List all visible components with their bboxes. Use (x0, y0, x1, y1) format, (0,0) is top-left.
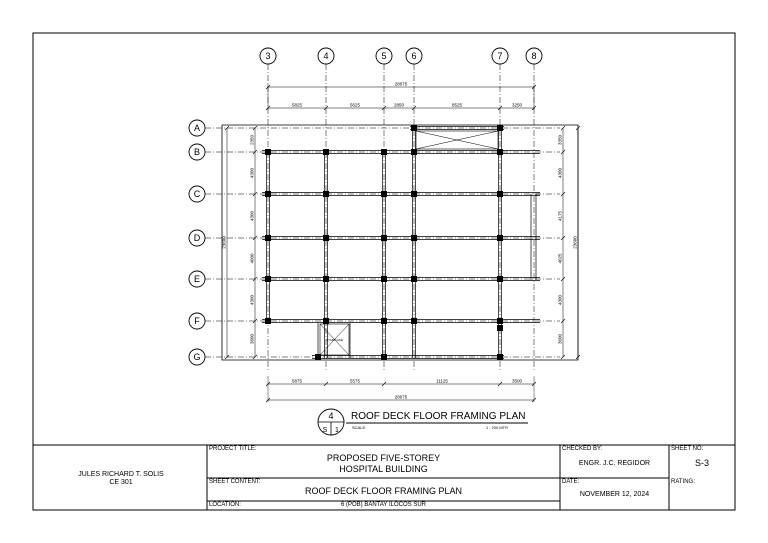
dimension-text: 3500 (511, 378, 523, 384)
column (265, 149, 271, 155)
column (411, 318, 417, 324)
grid-row-label: F (194, 316, 200, 326)
dimension-text: 3250 (511, 102, 523, 108)
dimension-text: 8525 (451, 102, 463, 108)
dimension-text: 3600 (557, 333, 563, 345)
column (497, 191, 503, 197)
dimension-text: 5575 (349, 378, 361, 384)
dimension-overall-text: 28075 (394, 394, 408, 400)
grid-row-label: E (193, 274, 201, 284)
column (411, 276, 417, 282)
dimension-text: 2350 (249, 134, 255, 146)
grid-row-label: G (193, 352, 201, 362)
column (381, 354, 387, 360)
sheet-no-label: SHEET NO: (671, 446, 704, 452)
drawing-title: ROOF DECK FLOOR FRAMING PLAN (351, 411, 526, 422)
column (497, 149, 503, 155)
grid-column-label: 8 (531, 51, 537, 61)
dimension-text: 2850 (393, 102, 405, 108)
date-label: DATE: (562, 479, 580, 485)
drawing-title-block (318, 409, 528, 435)
sheet-no-value: S-3 (694, 458, 709, 468)
column (411, 149, 417, 155)
column (265, 191, 271, 197)
dimension-text: 4000 (249, 253, 255, 264)
sheet-content: ROOF DECK FLOOR FRAMING PLAN (304, 486, 463, 496)
project-title-line1: PROPOSED FIVE-STOREY (326, 453, 441, 463)
column (323, 235, 329, 241)
location-label: LOCATION: (209, 502, 241, 508)
location-value: 6 (POB) BANTAY ILOCOS SUR (340, 502, 427, 508)
grid-row-label: A (193, 123, 201, 133)
dimension-text: 5875 (291, 378, 303, 384)
sheet-content-label: SHEET CONTENT: (209, 479, 261, 485)
checked-by-value: ENGR. J.C. REGIDOR (578, 460, 651, 467)
dimension-text: 4300 (249, 167, 255, 179)
column (497, 354, 503, 360)
project-title-line2: HOSPITAL BUILDING (339, 464, 428, 474)
dimension-text: 4300 (557, 294, 563, 306)
grid-column-label: 7 (497, 51, 503, 61)
column (497, 125, 503, 131)
grid-column-label: 4 (323, 51, 329, 61)
column (497, 276, 503, 282)
framing-plan (189, 48, 580, 402)
dimension-overall-text: 23600 (572, 236, 578, 249)
designer-name: JULES RICHARD T. SOLIS (78, 471, 164, 478)
detail-sheet-ref-number: 1 (335, 427, 339, 434)
grid-column-label: 3 (265, 51, 271, 61)
slab-outline (222, 125, 578, 360)
column (315, 354, 321, 360)
column (323, 276, 329, 282)
grid-column-label: 6 (411, 51, 417, 61)
column (497, 325, 503, 331)
column (497, 235, 503, 241)
column (265, 318, 271, 324)
designer-course: CE 301 (109, 479, 133, 486)
column (381, 191, 387, 197)
grid-column-label: 5 (381, 51, 387, 61)
column (411, 191, 417, 197)
stair-label: STAIRCASE (326, 338, 343, 342)
dimension-text: 5825 (291, 102, 303, 108)
grid-row-label: D (193, 233, 201, 243)
dimension-text: 4175 (557, 210, 563, 222)
column (411, 235, 417, 241)
column (411, 125, 417, 131)
dimension-overall-text: 23600 (221, 236, 227, 249)
column (381, 235, 387, 241)
sheet-border (33, 33, 735, 510)
dimension-text: 3600 (249, 333, 255, 345)
dimension-text: 4300 (557, 167, 563, 179)
column (323, 318, 329, 324)
dimension-text: 5625 (349, 102, 361, 108)
dimension-text: 4025 (557, 253, 563, 264)
detail-number: 4 (328, 411, 334, 421)
dimension-text: 3350 (557, 134, 563, 146)
column (381, 318, 387, 324)
column (323, 149, 329, 155)
rating-label: RATING: (671, 479, 695, 485)
grid-row-label: B (193, 147, 201, 157)
dimension-overall-text: 28075 (394, 81, 408, 87)
scale-value: 1 : 200 MTR (486, 425, 509, 430)
dimension-text: 4300 (249, 294, 255, 306)
grid-row-label: C (193, 189, 201, 199)
column (381, 276, 387, 282)
column (265, 235, 271, 241)
column (323, 191, 329, 197)
checked-by-label: CHECKED BY: (562, 446, 603, 452)
column (381, 149, 387, 155)
dimension-text: 4300 (249, 210, 255, 222)
dimension-text: 11125 (436, 378, 448, 384)
project-title-label: PROJECT TITLE: (209, 446, 257, 452)
column (497, 318, 503, 324)
column (265, 276, 271, 282)
scale-label: SCALE: (352, 425, 367, 430)
date-value: NOVEMBER 12, 2024 (579, 491, 650, 498)
detail-sheet-ref: S (322, 427, 328, 434)
